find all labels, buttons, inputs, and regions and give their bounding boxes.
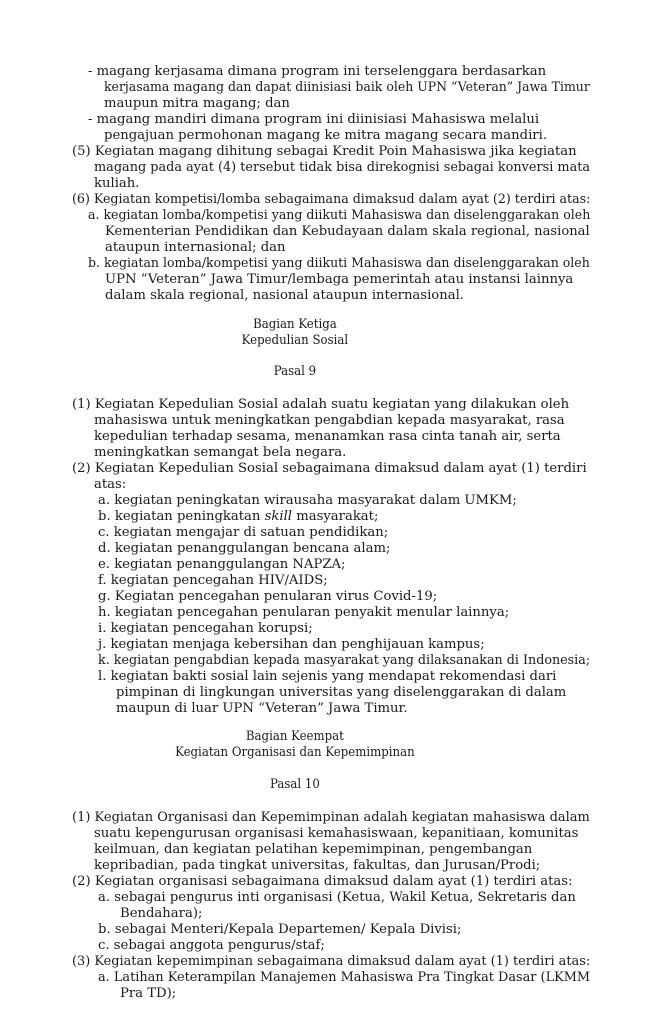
pasal-9-ayat-1-line-1: (1) Kegiatan Kepedulian Sosial adalah suatu kegiatan yang dilakukan oleh — [72, 397, 570, 412]
list-item-i: i. kegiatan pencegahan korupsi; — [98, 621, 313, 636]
ayat-5-line-2: magang pada ayat (4) tersebut tidak bisa direkognisi sebagai konversi mata — [94, 160, 591, 175]
pasal-9-ayat-1-line-4: meningkatkan semangat bela negara. — [94, 445, 347, 460]
ayat-6-item-b-line-1: b. kegiatan lomba/kompetisi yang diikuti Mahasiswa dan diselenggarakan oleh — [88, 256, 590, 271]
pasal-10-ayat-2-item-a-line-1: a. sebagai pengurus inti organisasi (Ketua, Wakil Ketua, Sekretaris dan — [98, 890, 576, 905]
pasal-10-ayat-3-line-1: (3) Kegiatan kepemimpinan sebagaimana dimaksud dalam ayat (1) terdiri atas: — [72, 954, 591, 969]
ayat-5-line-3: kuliah. — [94, 176, 140, 191]
list-item-l-line-3: maupun di luar UPN “Veteran” Jawa Timur. — [116, 701, 408, 716]
pasal-10-ayat-2-item-b: b. sebagai Menteri/Kepala Departemen/ Kepala Divisi; — [98, 922, 462, 937]
list-item-g: g. Kegiatan pencegahan penularan virus Covid-19; — [98, 589, 438, 604]
skill-italic: skill — [264, 509, 293, 524]
magang-mandiri-line-1: - magang mandiri dimana program ini diinisiasi Mahasiswa melalui — [88, 112, 540, 127]
list-item-f: f. kegiatan pencegahan HIV/AIDS; — [98, 573, 328, 588]
pasal-10-title: Pasal 10 — [269, 777, 320, 792]
list-item-k: k. kegiatan pengabdian kepada masyarakat yang dilaksanakan di Indonesia; — [98, 653, 591, 668]
pasal-10-ayat-1-line-3: keilmuan, dan kegiatan pelatihan kepemimpinan, pengembangan — [94, 842, 533, 857]
pasal-9-title: Pasal 9 — [273, 364, 317, 379]
list-item-e: e. kegiatan penanggulangan NAPZA; — [98, 557, 346, 572]
magang-kerjasama-line-2: kerjasama magang dan dapat diinisiasi baik oleh UPN “Veteran” Jawa Timur — [104, 80, 590, 95]
ayat-5-line-1: (5) Kegiatan magang dihitung sebagai Kredit Poin Mahasiswa jika kegiatan — [72, 144, 577, 159]
ayat-6-item-a-line-1: a. kegiatan lomba/kompetisi yang diikuti Mahasiswa dan diselenggarakan oleh — [88, 208, 591, 223]
ayat-6-item-b-line-3: dalam skala regional, nasional ataupun internasional. — [105, 288, 464, 303]
pasal-9-ayat-2-line-1: (2) Kegiatan Kepedulian Sosial sebagaimana dimaksud dalam ayat (1) terdiri — [72, 461, 587, 476]
section-4-heading: Bagian Keempat — [245, 729, 344, 744]
list-item-c: c. kegiatan mengajar di satuan pendidikan; — [98, 525, 389, 540]
section-3-title: Kepedulian Sosial — [241, 333, 349, 348]
pasal-10-ayat-2-item-a-line-2: Bendahara); — [120, 906, 203, 921]
list-item-b-text-2: masyarakat; — [292, 509, 379, 524]
magang-mandiri-line-2: pengajuan permohonan magang ke mitra magang secara mandiri. — [104, 128, 548, 143]
ayat-6-item-a-line-2: Kementerian Pendidikan dan Kebudayaan dalam skala regional, nasional — [105, 224, 590, 239]
pasal-10-ayat-1-line-4: kepribadian, pada tingkat universitas, fakultas, dan Jurusan/Prodi; — [94, 858, 541, 873]
ayat-6-item-b-line-2: UPN “Veteran” Jawa Timur/lembaga pemerintah atau instansi lainnya — [105, 272, 574, 287]
magang-kerjasama-line-1: - magang kerjasama dimana program ini terselenggara berdasarkan — [88, 64, 547, 79]
pasal-9-ayat-1-line-2: mahasiswa untuk meningkatkan pengabdian kepada masyarakat, rasa — [94, 413, 565, 428]
pasal-10-ayat-3-item-a-line-2: Pra TD); — [120, 986, 177, 1001]
list-item-l-line-2: pimpinan di lingkungan universitas yang diselenggarakan di dalam — [116, 685, 567, 700]
list-item-d: d. kegiatan penanggulangan bencana alam; — [98, 541, 391, 556]
pasal-10-ayat-1-line-2: suatu kepengurusan organisasi kemahasiswaan, kepanitiaan, komunitas — [94, 826, 579, 841]
list-item-b-text-1: b. kegiatan peningkatan — [98, 509, 265, 524]
list-item-h: h. kegiatan pencegahan penularan penyakit menular lainnya; — [98, 605, 510, 620]
pasal-10-ayat-1-line-1: (1) Kegiatan Organisasi dan Kepemimpinan adalah kegiatan mahasiswa dalam — [72, 810, 590, 825]
pasal-10-ayat-2-line-1: (2) Kegiatan organisasi sebagaimana dimaksud dalam ayat (1) terdiri atas: — [72, 874, 573, 889]
list-item-a: a. kegiatan peningkatan wirausaha masyarakat dalam UMKM; — [98, 493, 517, 508]
pasal-9-ayat-1-line-3: kepedulian terhadap sesama, menanamkan rasa cinta tanah air, serta — [94, 429, 561, 444]
magang-kerjasama-line-3: maupun mitra magang; dan — [104, 96, 290, 111]
list-item-l-line-1: l. kegiatan bakti sosial lain sejenis yang mendapat rekomendasi dari — [98, 669, 557, 684]
pasal-10-ayat-3-item-a-line-1: a. Latihan Keterampilan Manajemen Mahasiswa Pra Tingkat Dasar (LKMM — [98, 970, 591, 985]
ayat-6-line-1: (6) Kegiatan kompetisi/lomba sebagaimana dimaksud dalam ayat (2) terdiri atas: — [72, 192, 591, 207]
pasal-9-ayat-2-line-2: atas: — [94, 477, 127, 492]
pasal-10-ayat-2-item-c: c. sebagai anggota pengurus/staf; — [98, 938, 325, 953]
ayat-6-item-a-line-3: ataupun internasional; dan — [105, 240, 286, 255]
list-item-b — [98, 509, 378, 525]
section-3-heading: Bagian Ketiga — [253, 317, 337, 332]
list-item-j: j. kegiatan menjaga kebersihan dan penghijauan kampus; — [98, 637, 485, 652]
section-4-title: Kegiatan Organisasi dan Kepemimpinan — [175, 745, 415, 760]
